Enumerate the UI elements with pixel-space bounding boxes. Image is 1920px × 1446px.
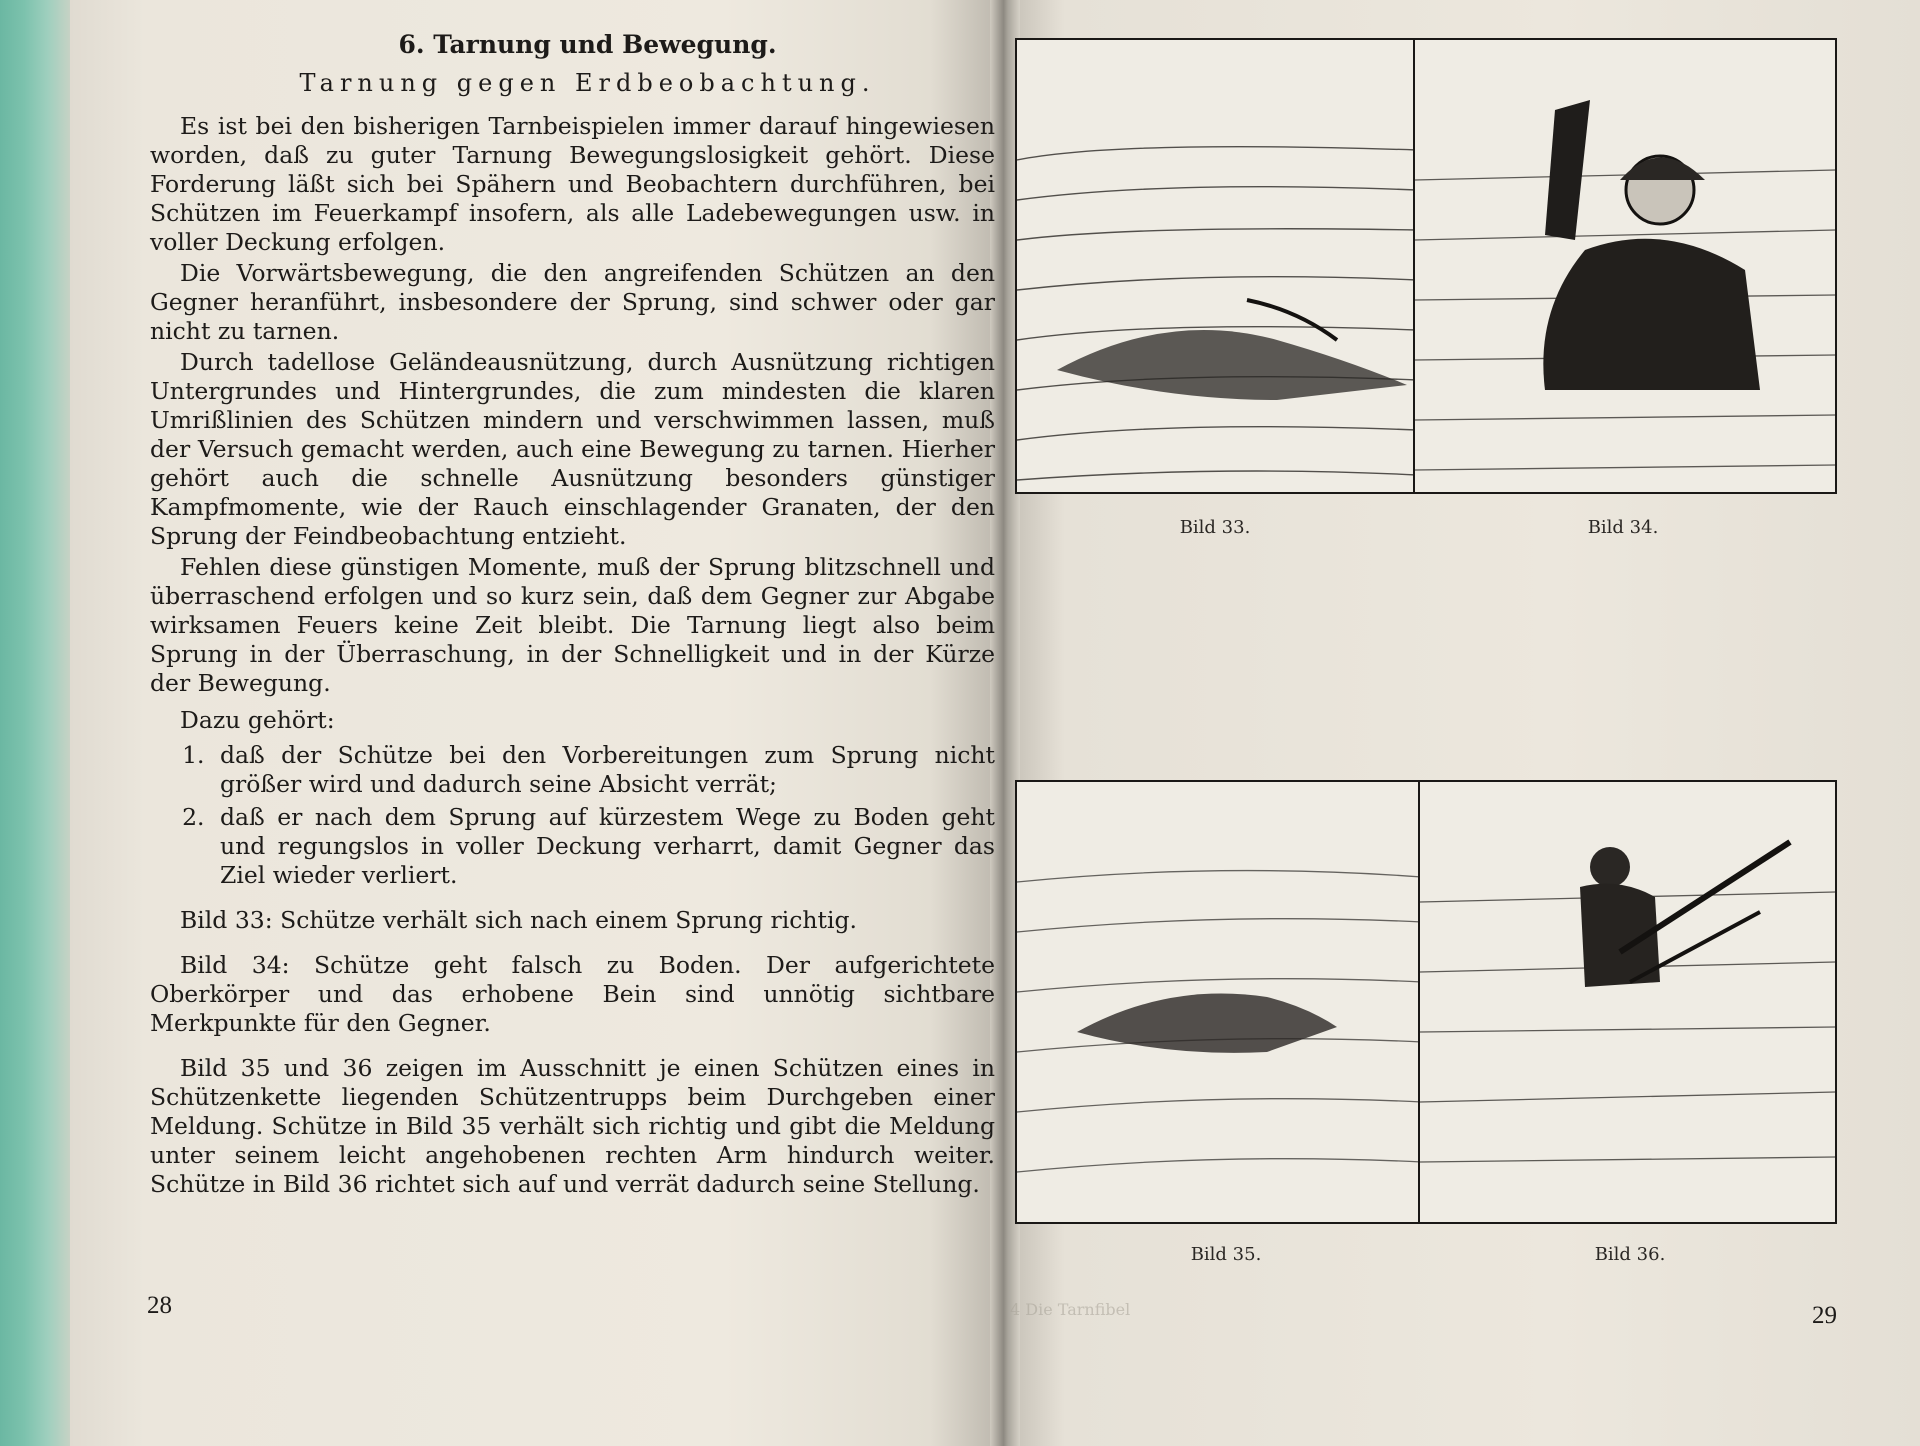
paragraph: Es ist bei den bisherigen Tarnbeispielen immer darauf hingewiesen worden, daß zu guter Tarnung Bewegungslosigkeit gehört. Diese Forderung läßt sich bei Spähern und Beobachtern durchführen, bei Schützen im Feuerkampf insofern, als alle Ladebewegungen usw. in voller Deckung erfolgen.: [150, 112, 995, 256]
grass-illustration: [1017, 40, 1417, 492]
soldier-illustration: [1420, 782, 1835, 1222]
figure-description: Bild 34: Schütze geht falsch zu Boden. Der aufgerichtete Oberkörper und das erhobene Bein sind unnötig sichtbare Merkpunkte für den Gegner.: [150, 951, 995, 1037]
figure-description: Bild 33: Schütze verhält sich nach einem Sprung richtig.: [180, 906, 857, 934]
figure-label: Bild 33.: [1179, 517, 1251, 538]
paragraph: Durch tadellose Geländeausnützung, durch Ausnützung richtigen Untergrundes und Hintergrundes, die zum mindesten die klaren Umrißlinien des Schützen mindern und verschwimmen lassen, muß der Versuch gemacht werden, auch eine Bewegung zu tarnen. Hierher gehört auch die schnelle Ausnützung besonders günstiger Kampfmomente, wie der Rauch einschlagender Granaten, der den Sprung der Feindbeobachtung entzieht.: [150, 348, 995, 550]
section-heading: 6. Tarnung und Bewegung.: [398, 30, 777, 59]
figure-bild-36: [1418, 780, 1837, 1224]
numbered-list: [150, 741, 995, 890]
list-item: 1. daß der Schütze bei den Vorbereitungen zum Sprung nicht größer wird und dadurch seine Absicht verrät;: [212, 741, 995, 799]
left-page-text: [150, 30, 995, 1207]
paragraph: Die Vorwärtsbewegung, die den angreifenden Schützen an den Gegner heranführt, insbesondere der Sprung, sind schwer oder gar nicht zu tarnen.: [150, 259, 995, 345]
book-cover-edge: [0, 0, 80, 1446]
signature-mark: 4 Die Tarnfibel: [1010, 1300, 1131, 1319]
figure-bild-34: [1413, 38, 1837, 494]
paragraph: Fehlen diese günstigen Momente, muß der Sprung blitzschnell und überraschend erfolgen und so kurz sein, daß dem Gegner zur Abgabe wirksamen Feuers keine Zeit bleibt. Die Tarnung liegt also beim Sprung in der Überraschung, in der Schnelligkeit und in der Kürze der Bewegung.: [150, 553, 995, 697]
figure-bild-33: [1015, 38, 1419, 494]
figure-label: Bild 36.: [1594, 1244, 1666, 1265]
grass-illustration: [1017, 782, 1422, 1222]
page-number-left: 28: [147, 1292, 172, 1319]
soldier-illustration: [1415, 40, 1835, 492]
figure-label: Bild 34.: [1587, 517, 1659, 538]
figure-label: Bild 35.: [1190, 1244, 1262, 1265]
list-intro: Dazu gehört:: [180, 706, 335, 734]
page-number-right: 29: [1812, 1302, 1837, 1329]
list-item: 2. daß er nach dem Sprung auf kürzestem Wege zu Boden geht und regungslos in voller Deckung verharrt, damit Gegner das Ziel wieder verliert.: [212, 803, 995, 890]
section-subheading: Tarnung gegen Erdbeobachtung.: [299, 69, 876, 97]
figure-description: Bild 35 und 36 zeigen im Ausschnitt je einen Schützen eines in Schützenkette liegenden Schützentrupps beim Durchgeben einer Meldung. Schütze in Bild 35 verhält sich richtig und gibt die Meldung unter seinem leicht angehobenen rechten Arm hindurch weiter. Schütze in Bild 36 richtet sich auf und verrät dadurch seine Stellung.: [150, 1054, 995, 1198]
figure-bild-35: [1015, 780, 1424, 1224]
